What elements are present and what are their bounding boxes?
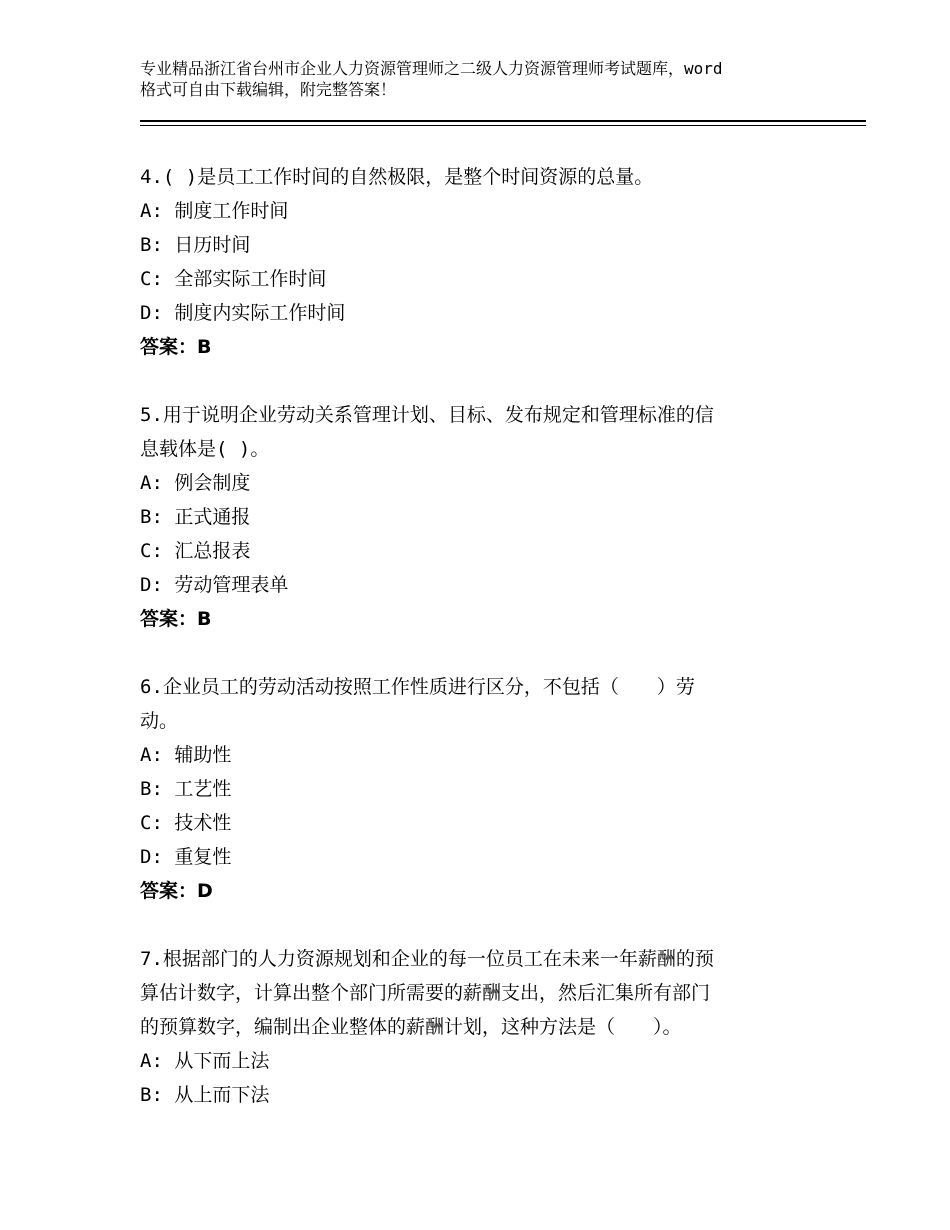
header-divider-thick xyxy=(140,120,866,122)
option-c: C: 全部实际工作时间 xyxy=(140,268,327,290)
option-c: C: 技术性 xyxy=(140,812,232,834)
question-text-line-1: 7.根据部门的人力资源规划和企业的每一位员工在未来一年薪酬的预 xyxy=(140,948,714,970)
question-text-line-2: 算估计数字，计算出整个部门所需要的薪酬支出，然后汇集所有部门 xyxy=(140,982,711,1004)
question-list xyxy=(140,160,820,1146)
option-d: D: 重复性 xyxy=(140,846,232,868)
question-text-line-1: 6.企业员工的劳动活动按照工作性质进行区分，不包括（ ）劳 xyxy=(140,676,695,698)
question-text-line-2: 动。 xyxy=(140,710,179,732)
answer-label: 答案：B xyxy=(140,336,212,358)
option-a: A: 从下而上法 xyxy=(140,1050,270,1072)
question-4 xyxy=(140,160,820,364)
question-text: 4.( )是员工工作时间的自然极限，是整个时间资源的总量。 xyxy=(140,166,654,188)
question-7 xyxy=(140,942,820,1112)
option-d: D: 制度内实际工作时间 xyxy=(140,302,346,324)
question-6 xyxy=(140,670,820,908)
option-a: A: 例会制度 xyxy=(140,472,251,494)
option-b: B: 工艺性 xyxy=(140,778,232,800)
answer-label: 答案：D xyxy=(140,880,213,902)
option-b: B: 日历时间 xyxy=(140,234,251,256)
option-a: A: 制度工作时间 xyxy=(140,200,289,222)
document-header xyxy=(140,58,840,100)
option-b: B: 从上而下法 xyxy=(140,1084,270,1106)
option-b: B: 正式通报 xyxy=(140,506,251,528)
option-c: C: 汇总报表 xyxy=(140,540,251,562)
question-5 xyxy=(140,398,820,636)
option-a: A: 辅助性 xyxy=(140,744,232,766)
question-text-line-2: 息载体是( )。 xyxy=(140,438,270,460)
header-title-line-1: 专业精品浙江省台州市企业人力资源管理师之二级人力资源管理师考试题库，word xyxy=(140,59,723,78)
question-text-line-1: 5.用于说明企业劳动关系管理计划、目标、发布规定和管理标准的信 xyxy=(140,404,714,426)
header-divider-thin xyxy=(140,125,866,126)
question-text-line-3: 的预算数字，编制出企业整体的薪酬计划，这种方法是（ ）。 xyxy=(140,1016,682,1038)
option-d: D: 劳动管理表单 xyxy=(140,574,289,596)
header-title-line-2: 格式可自由下载编辑，附完整答案！ xyxy=(140,80,397,99)
answer-label: 答案：B xyxy=(140,608,212,630)
